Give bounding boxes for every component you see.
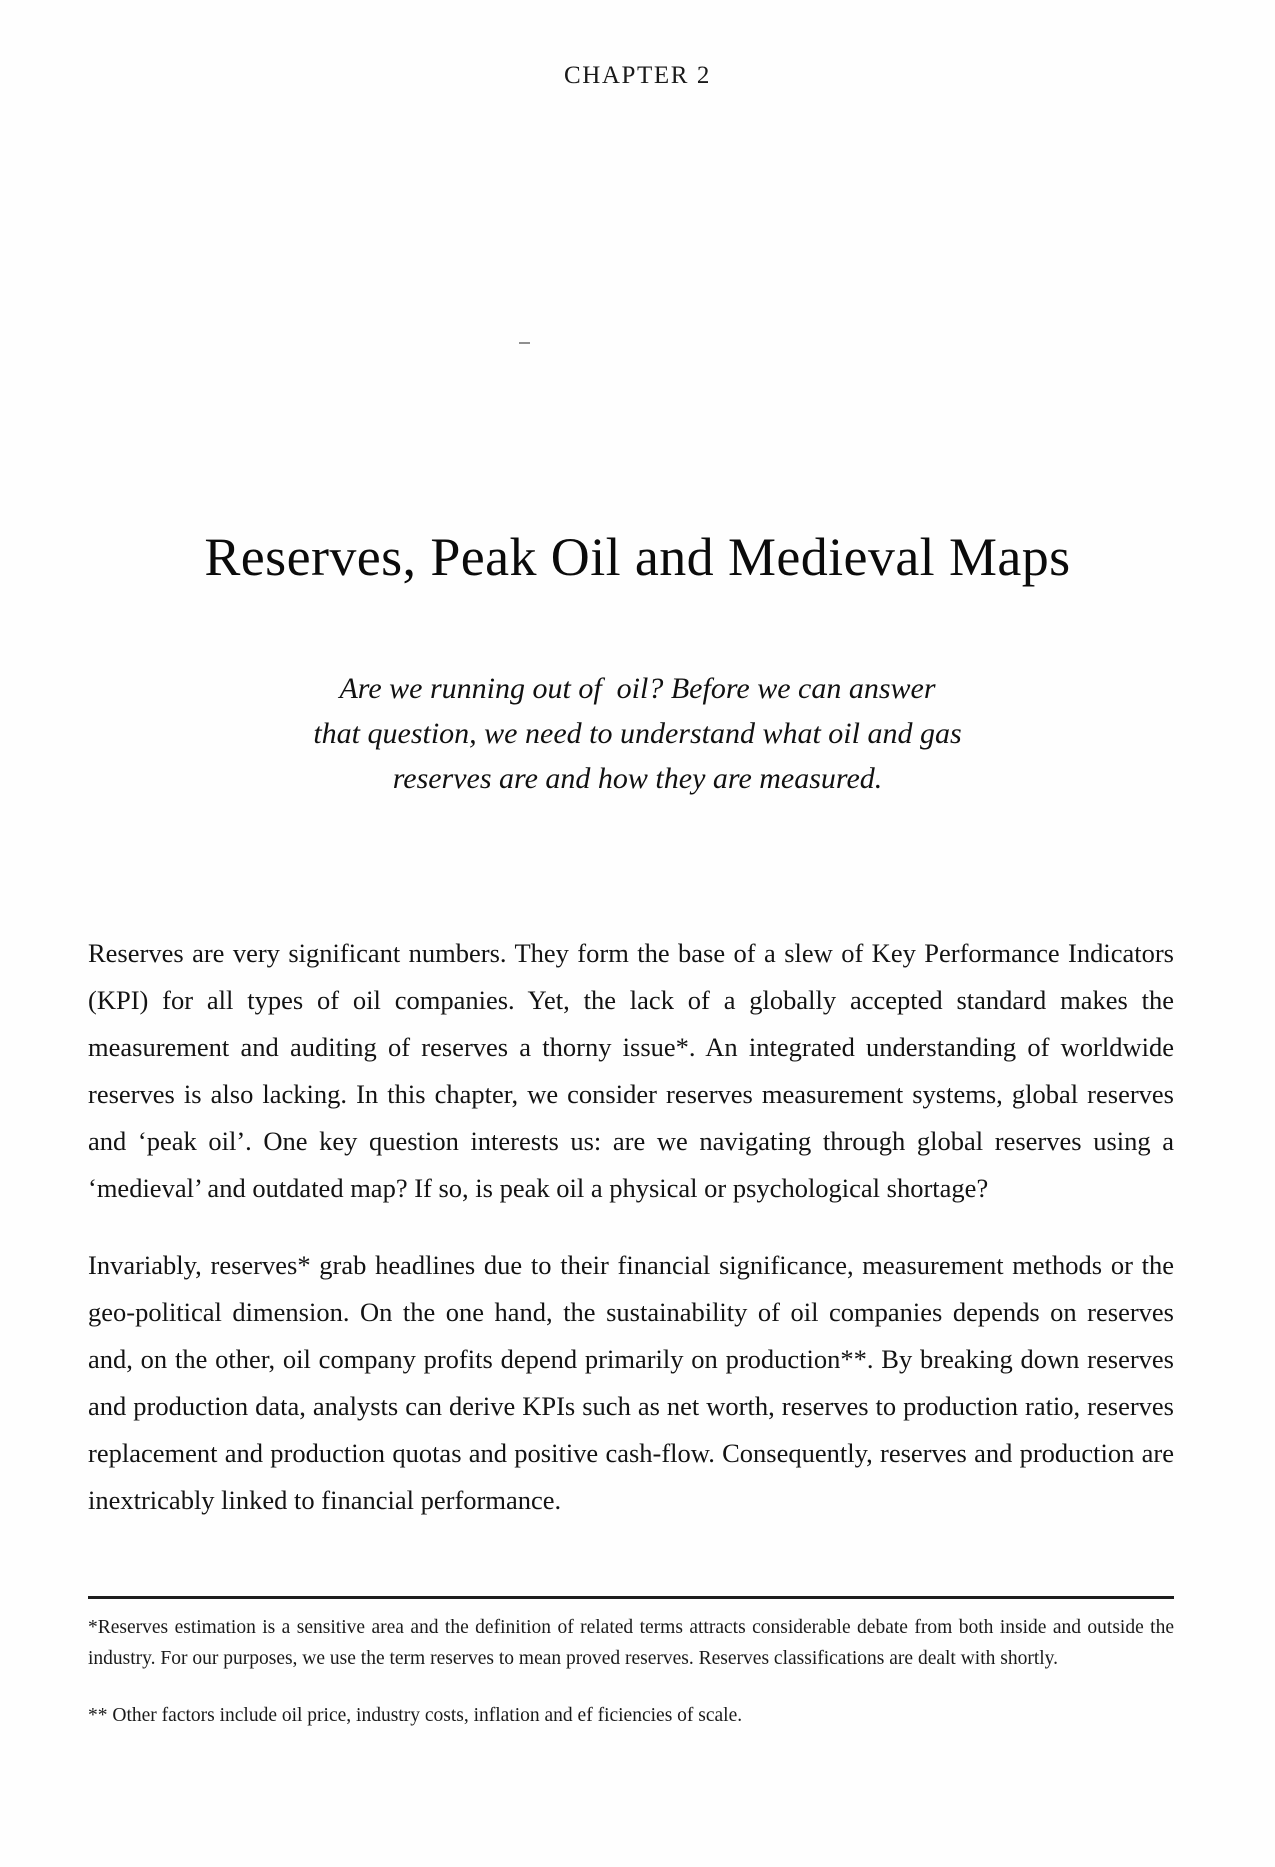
epigraph	[0, 666, 1275, 801]
epigraph-line-2: that question, we need to understand what oil and gas	[313, 717, 962, 750]
footnote-1: *Reserves estimation is a sensitive area and the definition of related terms attracts considerable debate from both inside and outside the industry. For our purposes, we use the term reserves to mean proved reserves. Reserves classifications are dealt with shortly.	[88, 1617, 1174, 1669]
footnote-block	[88, 1612, 1174, 1731]
epigraph-line-3: reserves are and how they are measured.	[392, 762, 883, 795]
footnote-2: ** Other factors include oil price, industry costs, inflation and ef ficiencies of scale.	[88, 1705, 743, 1726]
body-paragraph-2: Invariably, reserves* grab headlines due to their financial significance, measurement methods or the geo-political dimension. On the one hand, the sustainability of oil companies depends on reserves and, on the other, oil company profits depend primarily on production**. By breaking down reserves and production data, analysts can derive KPIs such as net worth, reserves to production ratio, reserves replacement and production quotas and positive cash-flow. Consequently, reserves and production are inextricably linked to financial performance.	[88, 1250, 1174, 1515]
running-head: CHAPTER 2	[563, 62, 712, 89]
epigraph-line-1: Are we running out of oil? Before we can answer	[339, 672, 936, 705]
scan-artifact-mark	[519, 342, 530, 344]
footnote-separator-rule	[88, 1596, 1174, 1599]
body-text-column	[88, 930, 1174, 1524]
body-paragraph-1: Reserves are very significant numbers. They form the base of a slew of Key Performance Indicators (KPI) for all types of oil companies. Yet, the lack of a globally accepted standard makes the measurement and auditing of reserves a thorny issue*. An integrated understanding of worldwide reserves is also lacking. In this chapter, we consider reserves measurement systems, global reserves and ‘peak oil’. One key question interests us: are we navigating through global reserves using a ‘medieval’ and outdated map? If so, is peak oil a physical or psychological shortage?	[88, 938, 1174, 1203]
chapter-title: Reserves, Peak Oil and Medieval Maps	[204, 527, 1071, 587]
